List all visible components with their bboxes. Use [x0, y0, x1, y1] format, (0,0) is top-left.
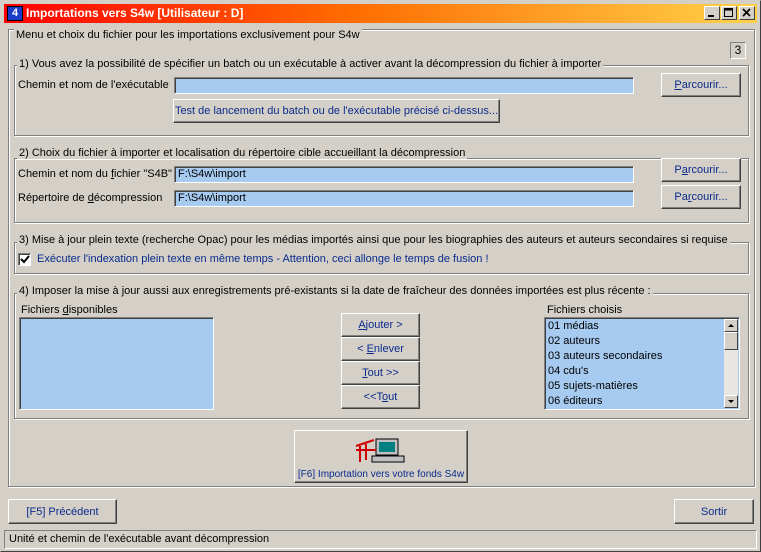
chosen-files-header: Fichiers choisis	[547, 304, 623, 316]
browse-file-button[interactable]: Parcourir...	[661, 158, 741, 182]
chosen-file-item[interactable]: 02 auteurs	[548, 335, 600, 347]
file-path-input[interactable]: F:\S4w\import	[174, 166, 634, 183]
exit-button[interactable]: Sortir	[674, 499, 754, 524]
minimize-button[interactable]	[704, 6, 720, 20]
chosen-files-scrollbar[interactable]	[724, 319, 738, 408]
chosen-file-item[interactable]: 06 éditeurs	[548, 395, 603, 407]
window-title: Importations vers S4w [Utilisateur : D]	[26, 6, 244, 20]
close-icon	[742, 8, 752, 18]
remove-all-button[interactable]: <<Tout	[341, 385, 420, 409]
browse-executable-button[interactable]: Parcourir...	[661, 73, 741, 97]
chosen-file-item[interactable]: 05 sujets-matières	[548, 380, 638, 392]
title-bar[interactable]	[4, 4, 757, 23]
frame-caption: Menu et choix du fichier pour les importations exclusivement pour S4w	[16, 29, 360, 41]
arrow-up-icon	[725, 320, 737, 331]
file-path-label: Chemin et nom du fichier "S4B"	[18, 168, 172, 180]
add-button[interactable]: Ajouter >	[341, 313, 420, 337]
chosen-file-item[interactable]: 04 cdu's	[548, 365, 589, 377]
maximize-button[interactable]	[721, 6, 737, 20]
page-number-badge: 3	[730, 42, 746, 59]
add-all-button[interactable]: Tout >>	[341, 361, 420, 385]
fulltext-index-checkbox[interactable]	[18, 253, 31, 266]
executable-path-input[interactable]	[174, 77, 634, 94]
legend-section-4: 4) Imposer la mise à jour aussi aux enregistrements pré-existants si la date de fraîcheur des données importées est plus récente :	[19, 285, 651, 297]
minimize-icon	[707, 8, 717, 18]
legend-section-1: 1) Vous avez la possibilité de spécifier un batch ou un exécutable à activer avant la décompression du fichier à importer	[19, 58, 602, 70]
maximize-icon	[724, 8, 734, 18]
legend-section-3: 3) Mise à jour plein texte (recherche Opac) pour les médias importés ainsi que pour les biographies des auteurs et auteurs secondaires si requise	[19, 234, 728, 246]
arrow-down-icon	[725, 396, 737, 407]
chosen-file-item[interactable]: 03 auteurs secondaires	[548, 350, 663, 362]
browse-dir-button[interactable]: Parcourir...	[661, 185, 741, 209]
remove-button[interactable]: < Enlever	[341, 337, 420, 361]
scroll-up-button[interactable]	[724, 319, 738, 332]
decompression-dir-input[interactable]: F:\S4w\import	[174, 190, 634, 207]
decompression-dir-label: Répertoire de décompression	[18, 192, 163, 204]
checkmark-icon	[20, 255, 30, 265]
chosen-file-item[interactable]: 01 médias	[548, 320, 599, 332]
available-files-list[interactable]	[19, 317, 214, 410]
status-bar: Unité et chemin de l'exécutable avant décompression	[4, 530, 757, 549]
import-button[interactable]	[294, 430, 468, 483]
available-files-header: Fichiers disponibles	[21, 304, 118, 316]
scroll-down-button[interactable]	[724, 395, 738, 408]
computer-import-icon	[352, 436, 412, 464]
scroll-thumb[interactable]	[724, 332, 738, 350]
app-logo-icon: 4	[7, 6, 23, 21]
close-button[interactable]	[739, 6, 755, 20]
chosen-files-list[interactable]	[544, 317, 740, 410]
test-launch-button[interactable]: Test de lancement du batch ou de l'exécutable précisé ci-dessus...	[173, 99, 500, 123]
executable-label: Chemin et nom de l'exécutable	[18, 79, 169, 91]
previous-button[interactable]: [F5] Précédent	[8, 499, 117, 524]
legend-section-2: 2) Choix du fichier à importer et localisation du répertoire cible accueillant la décompression	[19, 147, 466, 159]
fulltext-index-label[interactable]: Exécuter l'indexation plein texte en même temps - Attention, ceci allonge le temps de fusion !	[37, 253, 489, 265]
import-button-label: [F6] Importation vers votre fonds S4w	[297, 469, 465, 480]
